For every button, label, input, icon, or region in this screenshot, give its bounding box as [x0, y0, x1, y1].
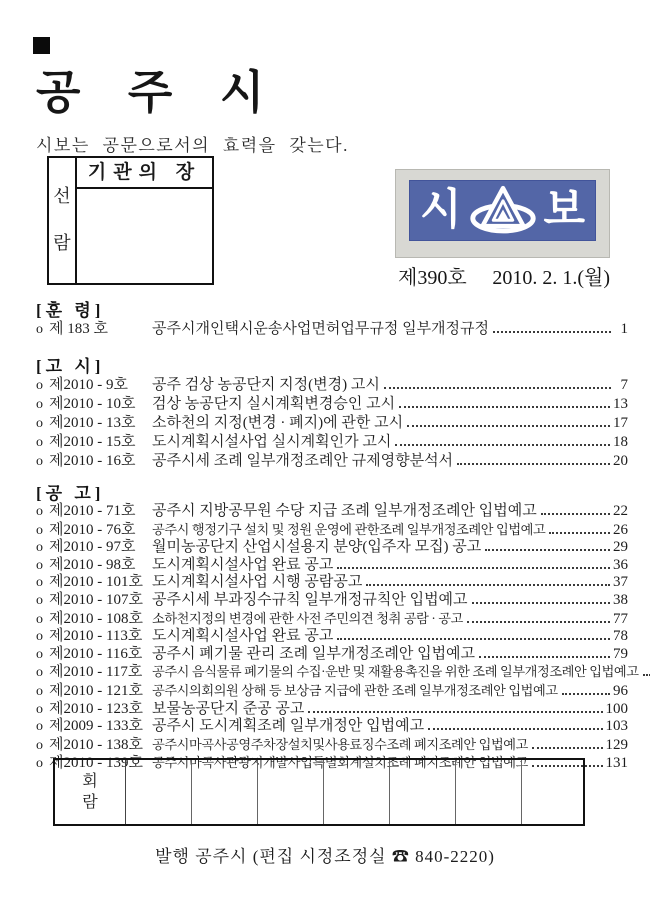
item-page-number: 37 — [613, 574, 628, 591]
item-page-number: 18 — [613, 434, 628, 450]
circulation-label-char: 람 — [82, 794, 98, 811]
item-bullet: o — [36, 665, 43, 681]
item-number: 제2010 - 123호 — [49, 700, 143, 717]
dot-leader — [541, 512, 610, 515]
item-number: 제2009 - 133호 — [49, 718, 143, 735]
toc-item — [36, 557, 628, 575]
item-bullet: o — [36, 683, 43, 699]
circulation-empty-cell — [390, 760, 456, 824]
footer-publisher: 발행 공주시 (편집 시정조정실 ☎ 840-2220) — [155, 847, 495, 866]
approval-header: 기관의 장 — [77, 158, 212, 189]
item-title: 보물농공단지 준공 공고 — [152, 700, 305, 717]
item-bullet: o — [36, 322, 43, 337]
toc-section — [36, 357, 628, 471]
item-page-number: 131 — [605, 755, 628, 772]
item-title: 도시계획시설사업 완료 공고 — [152, 628, 334, 645]
item-bullet: o — [36, 504, 43, 519]
item-title: 공주시 음식물류 폐기물의 수집·운반 및 재활용촉진을 위한 조례 일부개정조례안 입법예고 — [152, 664, 639, 680]
dot-leader — [337, 637, 610, 640]
item-page-number: 22 — [613, 503, 628, 519]
dot-leader — [428, 727, 602, 730]
item-page-number: 78 — [613, 628, 628, 645]
item-number: 제2010 - 139호 — [49, 755, 143, 772]
dot-leader — [407, 424, 610, 427]
corner-print-mark — [33, 37, 50, 54]
toc-item — [36, 628, 628, 646]
toc-item — [36, 718, 628, 736]
item-bullet: o — [36, 454, 43, 469]
toc-item — [36, 701, 628, 719]
approval-empty-cell — [77, 189, 212, 283]
item-bullet: o — [36, 737, 43, 753]
dot-leader — [549, 531, 610, 534]
toc-item — [36, 646, 628, 664]
dot-leader — [399, 405, 610, 408]
toc-item — [36, 521, 628, 540]
item-page-number: 100 — [605, 700, 628, 717]
item-bullet: o — [36, 435, 43, 450]
item-bullet: o — [36, 378, 43, 393]
item-page-number: 26 — [613, 521, 628, 538]
item-number: 제2010 - 13호 — [49, 415, 136, 431]
item-bullet: o — [36, 575, 43, 591]
item-number: 제2010 - 117호 — [49, 664, 143, 681]
toc-item — [36, 376, 628, 395]
item-page-number: 79 — [613, 645, 628, 662]
toc-section — [36, 484, 639, 773]
approval-side-char: 람 — [53, 232, 71, 253]
item-title: 공주시 도시계획조례 일부개정안 입법예고 — [152, 718, 425, 735]
issue-date: 2010. 2. 1.(월) — [492, 267, 610, 289]
item-number: 제2010 - 9호 — [49, 377, 128, 393]
dot-leader — [562, 692, 610, 695]
toc-item — [36, 414, 628, 433]
item-title: 소하천의 지정(변경 · 폐지)에 관한 고시 — [152, 415, 404, 431]
toc-section — [36, 301, 628, 339]
dot-leader — [472, 601, 610, 604]
item-number: 제2010 - 107호 — [49, 591, 143, 608]
item-page-number: 20 — [613, 453, 628, 469]
toc-item — [36, 682, 628, 701]
motto-text: 시보는 공문으로서의 효력을 갖는다. — [36, 136, 349, 155]
circulation-empty-cell — [456, 760, 522, 824]
item-page-number: 1 — [620, 321, 628, 337]
approval-side-char: 선 — [53, 186, 71, 207]
issue-number: 제390호 — [398, 267, 467, 289]
circulation-empty-cell — [258, 760, 324, 824]
item-page-number: 36 — [613, 556, 628, 573]
dot-leader — [643, 673, 650, 676]
item-title: 공주시의회의원 상해 등 보상금 지급에 관한 조례 일부개정조례안 입법예고 — [152, 682, 558, 698]
item-title: 공주시개인택시운송사업면허업무규정 일부개정규정 — [152, 321, 490, 337]
dot-leader — [457, 462, 610, 465]
item-number: 제2010 - 71호 — [49, 503, 136, 519]
item-title: 도시계획시설사업 시행 공람공고 — [152, 574, 363, 591]
item-title: 공주시세 부과징수규칙 일부개정규칙안 입법예고 — [152, 591, 468, 608]
sibo-logo — [409, 180, 596, 241]
item-title: 검상 농공단지 실시계획변경승인 고시 — [152, 396, 396, 412]
dot-leader — [366, 583, 610, 586]
item-title: 소하천지정의 변경에 관한 사전 주민의견 청취 공람 · 공고 — [152, 610, 463, 626]
toc-item — [36, 663, 639, 682]
approval-side-label — [49, 158, 77, 283]
item-number: 제2010 - 138호 — [49, 736, 143, 753]
item-title: 공주시마곡사관광지개발사업특별회계설치조례 폐지조례안 입법예고 — [152, 755, 528, 771]
item-page-number: 13 — [613, 396, 628, 412]
item-bullet: o — [36, 756, 43, 772]
toc-item — [36, 610, 628, 629]
item-title: 공주시세 조례 일부개정조례안 규제영향분석서 — [152, 453, 454, 469]
circulation-label — [55, 760, 126, 824]
item-bullet: o — [36, 701, 43, 717]
toc-item — [36, 320, 628, 339]
item-number: 제2010 - 76호 — [49, 521, 136, 538]
item-bullet: o — [36, 592, 43, 608]
section-heading: [공 고] — [36, 484, 105, 503]
item-title: 도시계획시설사업 실시계획인가 고시 — [152, 434, 392, 450]
item-bullet: o — [36, 416, 43, 431]
item-page-number: 96 — [613, 682, 628, 699]
item-bullet: o — [36, 522, 43, 538]
item-number: 제2010 - 97호 — [49, 539, 136, 556]
item-number: 제2010 - 15호 — [49, 434, 136, 450]
item-number: 제2010 - 116호 — [49, 645, 143, 662]
item-bullet: o — [36, 719, 43, 735]
approval-table — [47, 156, 214, 285]
item-number: 제2010 - 16호 — [49, 453, 136, 469]
item-title: 월미농공단지 산업시설용지 분양(입주자 모집) 공고 — [152, 539, 482, 556]
dot-leader — [485, 548, 610, 551]
dot-leader — [479, 655, 610, 658]
section-heading: [고 시] — [36, 357, 105, 376]
page-title: 공 주 시 — [36, 67, 283, 118]
sibo-logo-frame — [395, 169, 610, 258]
approval-main — [77, 158, 212, 283]
circulation-label-char: 회 — [82, 773, 98, 790]
section-heading: [훈 령] — [36, 301, 105, 320]
item-title: 도시계획시설사업 완료 공고 — [152, 556, 334, 573]
circulation-empty-cell — [192, 760, 258, 824]
dot-leader — [493, 330, 611, 333]
toc-item — [36, 736, 628, 755]
toc-item — [36, 433, 628, 452]
dot-leader — [384, 386, 611, 389]
dot-leader — [467, 620, 610, 623]
item-page-number: 38 — [613, 591, 628, 608]
circulation-table — [53, 758, 585, 826]
item-title: 공주시 폐기물 관리 조례 일부개정조례안 입법예고 — [152, 645, 476, 662]
item-number: 제2010 - 10호 — [49, 396, 136, 412]
item-bullet: o — [36, 540, 43, 556]
item-page-number: 129 — [605, 736, 628, 753]
item-page-number: 29 — [613, 539, 628, 556]
item-bullet: o — [36, 646, 43, 662]
circulation-empty-cell — [324, 760, 390, 824]
toc-item — [36, 592, 628, 610]
toc-item — [36, 574, 628, 592]
item-number: 제2010 - 98호 — [49, 556, 136, 573]
item-title: 공주시 행정기구 설치 및 정원 운영에 관한조례 일부개정조례안 입법예고 — [152, 521, 546, 537]
toc — [36, 301, 639, 773]
item-number: 제2010 - 101호 — [49, 574, 143, 591]
toc-item — [36, 452, 628, 471]
item-number: 제2010 - 121호 — [49, 682, 143, 699]
issue-line — [398, 261, 610, 290]
dot-leader — [395, 443, 610, 446]
item-page-number: 103 — [605, 718, 628, 735]
toc-item — [36, 395, 628, 414]
item-page-number: 17 — [613, 415, 628, 431]
city-emblem-icon — [464, 185, 542, 236]
dot-leader — [532, 746, 603, 749]
item-bullet: o — [36, 397, 43, 412]
toc-item — [36, 539, 628, 557]
logo-char-si: 시 — [420, 187, 462, 234]
circulation-empty-cell — [126, 760, 192, 824]
item-bullet: o — [36, 611, 43, 627]
item-title: 공주 검상 농공단지 지정(변경) 고시 — [152, 377, 380, 393]
item-number: 제 183 호 — [49, 321, 108, 337]
dot-leader — [337, 566, 610, 569]
item-title: 공주시마곡사공영주차장설치및사용료징수조례 폐지조례안 입법예고 — [152, 736, 528, 752]
dot-leader — [308, 710, 602, 713]
toc-item — [36, 503, 628, 521]
item-number: 제2010 - 113호 — [49, 628, 143, 645]
item-bullet: o — [36, 629, 43, 645]
item-page-number: 7 — [620, 377, 628, 393]
item-page-number: 77 — [613, 610, 628, 627]
item-bullet: o — [36, 557, 43, 573]
item-number: 제2010 - 108호 — [49, 610, 143, 627]
item-title: 공주시 지방공무원 수당 지급 조례 일부개정조례안 입법예고 — [152, 503, 537, 519]
circulation-empty-cell — [522, 760, 588, 824]
logo-char-bo: 보 — [543, 187, 585, 234]
